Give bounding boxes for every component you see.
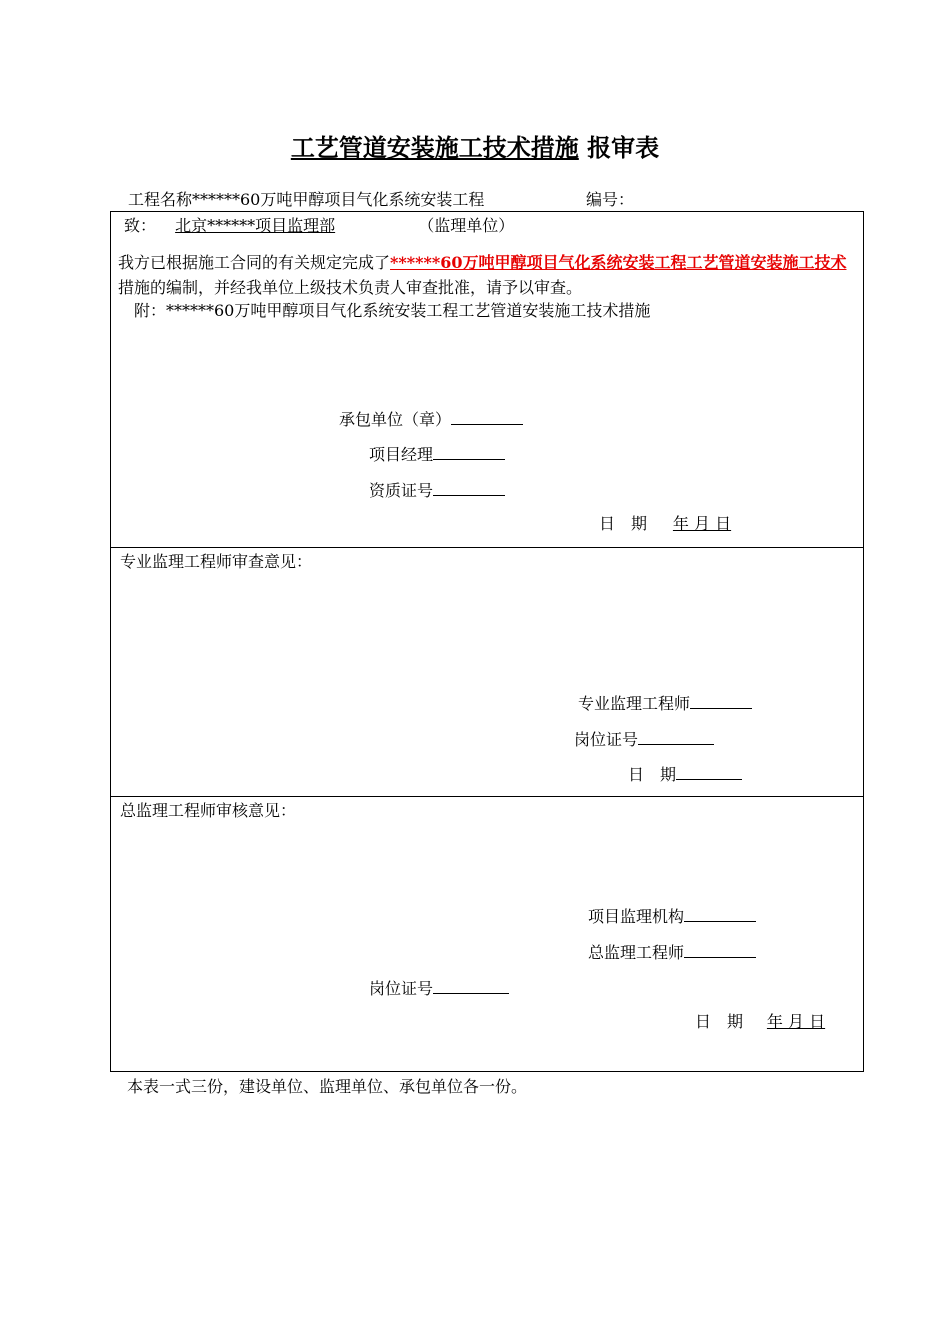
date-label-2: 日 期: [628, 765, 677, 784]
date-value-1: 年 月 日: [672, 514, 732, 533]
engineer-blank: [690, 692, 752, 709]
date-value-3: 年 月 日: [766, 1012, 826, 1031]
post-cert-row-3: [369, 977, 509, 999]
number-label: 编号：: [586, 190, 635, 209]
section-divider-2: [110, 796, 864, 797]
attachment-line: 附：******60万吨甲醇项目气化系统安装工程工艺管道安装施工技术措施: [134, 301, 651, 320]
chief-row: [588, 941, 756, 963]
post-cert-blank-3: [433, 977, 509, 994]
date-blank-2: [676, 763, 742, 780]
title-underlined: 工艺管道安装施工技术措施: [290, 133, 579, 162]
pm-row: [369, 443, 505, 465]
engineer-review-heading: 专业监理工程师审查意见：: [120, 552, 313, 571]
title-rest: 报审表: [587, 133, 660, 162]
submission-paragraph: [118, 250, 858, 300]
para-highlight: ******60万吨甲醇项目气化系统安装工程工艺管道安装施工技术: [390, 253, 847, 272]
date-row-3: [695, 1012, 849, 1032]
to-label: 致：: [124, 216, 157, 235]
cert-row: [369, 479, 505, 501]
date-row-1: [599, 514, 757, 534]
post-cert-label-3: 岗位证号: [369, 979, 434, 998]
project-name-label: 工程名称******60万吨甲醇项目气化系统安装工程: [128, 190, 485, 209]
cert-blank: [433, 479, 505, 496]
chief-review-heading: 总监理工程师审核意见：: [120, 801, 297, 820]
chief-blank: [684, 941, 756, 958]
date-row-2: [628, 763, 742, 785]
contractor-label: 承包单位（章）: [339, 410, 452, 429]
date-label-1: 日 期: [599, 514, 648, 533]
date-label-3: 日 期: [695, 1012, 744, 1031]
supervision-unit-value: 北京******项目监理部: [175, 216, 336, 235]
engineer-label: 专业监理工程师: [578, 694, 691, 713]
post-cert-label-2: 岗位证号: [574, 730, 639, 749]
pm-label: 项目经理: [369, 445, 434, 464]
addressee-row: [124, 216, 514, 236]
contractor-blank: [451, 408, 523, 425]
section-divider-1: [110, 547, 864, 548]
para-suffix: 措施的编制，并经我单位上级技术负责人审查批准，请予以审查。: [118, 278, 583, 297]
cert-label: 资质证号: [369, 481, 434, 500]
to-suffix: （监理单位）: [418, 216, 515, 235]
pm-blank: [433, 443, 505, 460]
org-label: 项目监理机构: [588, 907, 685, 926]
chief-label: 总监理工程师: [588, 943, 685, 962]
contractor-row: [339, 408, 523, 430]
copies-note: 本表一式三份，建设单位、监理单位、承包单位各一份。: [127, 1077, 528, 1096]
engineer-row: [578, 692, 752, 714]
org-row: [588, 905, 756, 927]
form-title: [0, 132, 950, 164]
org-blank: [684, 905, 756, 922]
para-prefix: 我方已根据施工合同的有关规定完成了: [118, 253, 391, 272]
post-cert-blank-2: [638, 728, 714, 745]
post-cert-row-2: [574, 728, 714, 750]
